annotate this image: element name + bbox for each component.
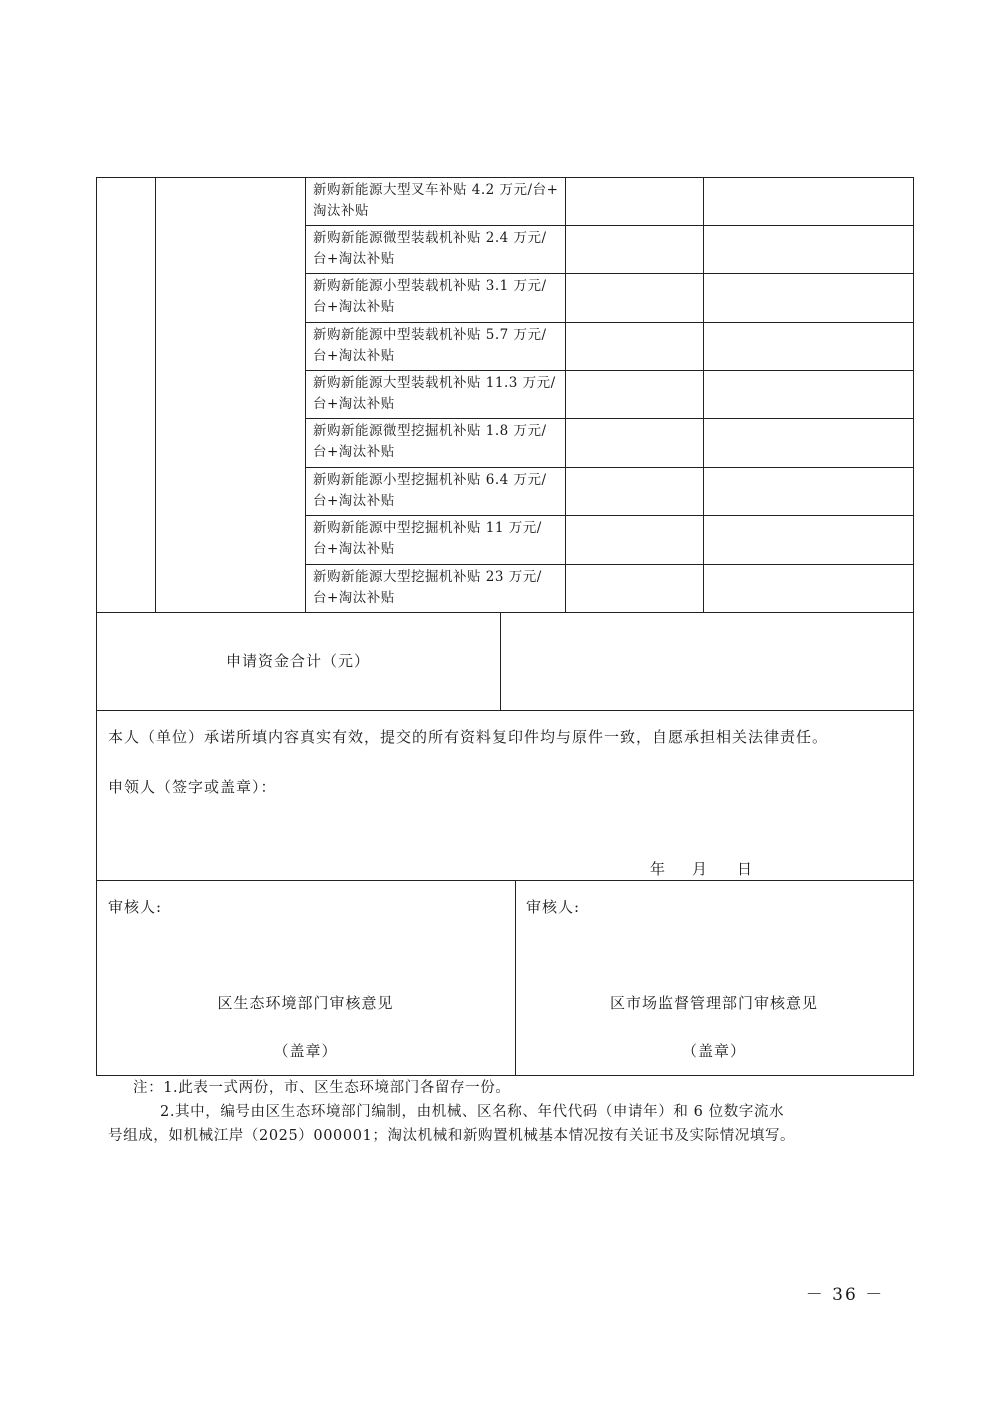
market-supervision-review-title: 区市场监督管理部门审核意见 <box>609 994 818 1012</box>
subsidy-item-excavator-micro: 新购新能源微型挖掘机补贴 1.8 万元/ 台+淘汰补贴 <box>313 423 547 460</box>
subsidy-item-loader-large: 新购新能源大型装载机补贴 11.3 万元/ 台+淘汰补贴 <box>313 375 556 412</box>
subsidy-item-forklift-large: 新购新能源大型叉车补贴 4.2 万元/台+ 淘汰补贴 <box>313 182 559 219</box>
subsidy-item-loader-small: 新购新能源小型装载机补贴 3.1 万元/ 台+淘汰补贴 <box>313 278 547 315</box>
reviewer-label-left: 审核人: <box>108 898 163 916</box>
page-number: － 36 － <box>805 1285 885 1305</box>
environment-dept-review-title: 区生态环境部门审核意见 <box>217 994 394 1012</box>
subsidy-item-excavator-medium: 新购新能源中型挖掘机补贴 11 万元/ 台+淘汰补贴 <box>313 520 542 557</box>
subsidy-item-excavator-large: 新购新能源大型挖掘机补贴 23 万元/ 台+淘汰补贴 <box>313 569 542 606</box>
note-line-2: 2.其中，编号由区生态环境部门编制，由机械、区名称、年代代码（申请年）和 6 位数字流水 <box>160 1104 785 1120</box>
signer-label: 申领人（签字或盖章）： <box>108 778 277 796</box>
reviewer-label-right: 审核人: <box>526 898 581 916</box>
declaration-statement: 本人（单位）承诺所填内容真实有效，提交的所有资料复印件均与原件一致，自愿承担相关法律责任。 <box>108 728 829 746</box>
total-label: 申请资金合计（元） <box>225 652 370 670</box>
date-day-label: 日 <box>737 860 754 878</box>
date-year-label: 年 <box>650 860 667 878</box>
note-line-3: 号组成，如机械江岸（2025）000001；淘汰机械和新购置机械基本情况按有关证书及实际情况填写。 <box>108 1128 796 1144</box>
date-month-label: 月 <box>692 860 709 878</box>
subsidy-item-loader-micro: 新购新能源微型装载机补贴 2.4 万元/ 台+淘汰补贴 <box>313 230 547 267</box>
market-supervision-seal-label: （盖章） <box>681 1042 746 1060</box>
note-line-1: 注：1.此表一式两份，市、区生态环境部门各留存一份。 <box>133 1080 511 1096</box>
subsidy-item-excavator-small: 新购新能源小型挖掘机补贴 6.4 万元/ 台+淘汰补贴 <box>313 472 547 509</box>
subsidy-item-loader-medium: 新购新能源中型装载机补贴 5.7 万元/ 台+淘汰补贴 <box>313 327 547 364</box>
environment-dept-seal-label: （盖章） <box>273 1042 338 1060</box>
